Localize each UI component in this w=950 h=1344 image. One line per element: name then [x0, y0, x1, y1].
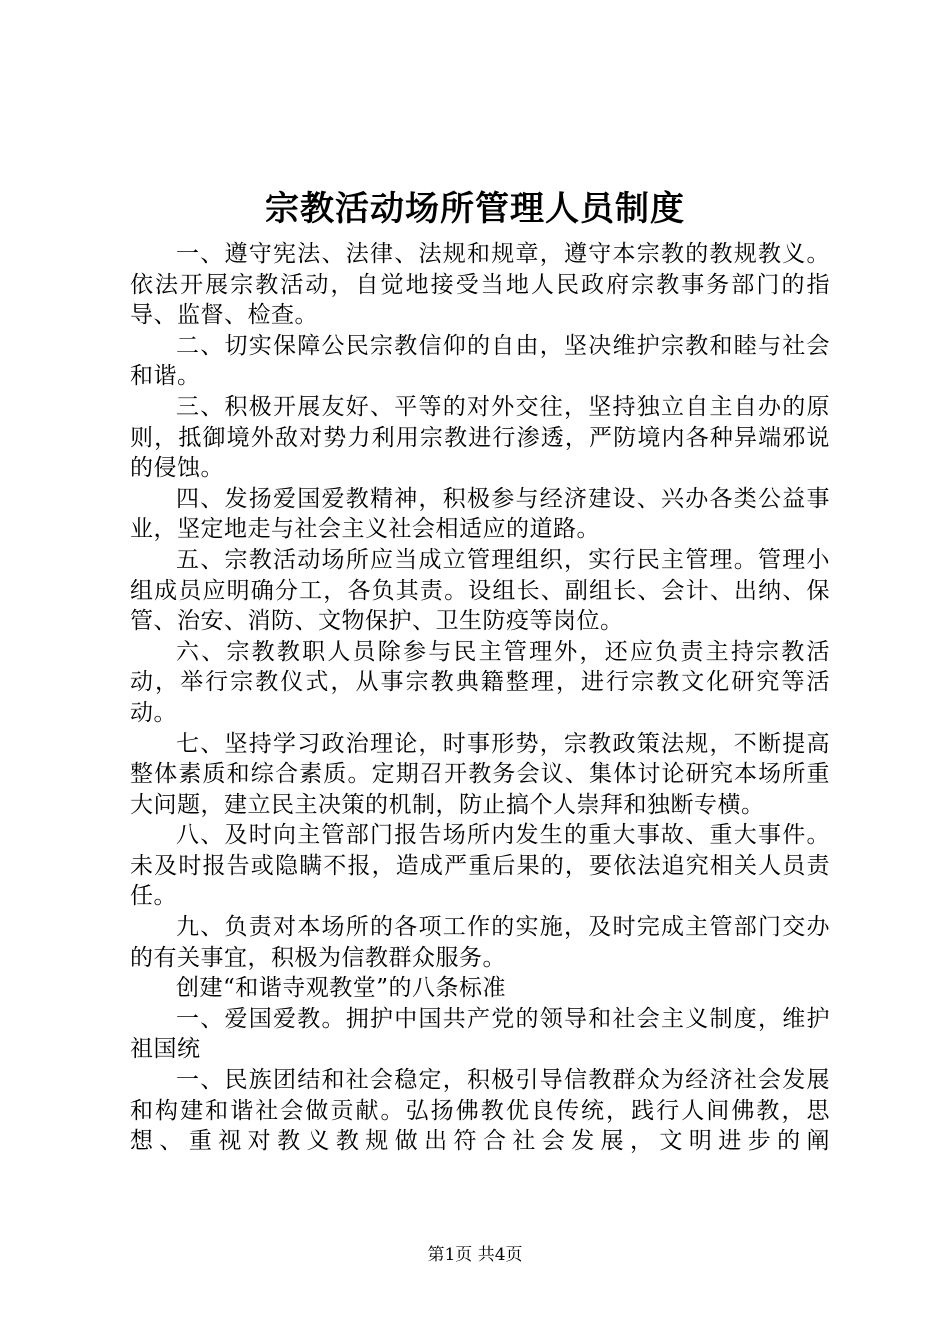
standard-1: 一、爱国爱教。拥护中国共产党的领导和社会主义制度，维护祖国统	[130, 1005, 830, 1063]
document-body	[130, 239, 830, 1157]
paragraph-5: 五、宗教活动场所应当成立管理组织，实行民主管理。管理小组成员应明确分工，各负其责。设组长、副组长、会计、出纳、保管、治安、消防、文物保护、卫生防疫等岗位。	[130, 546, 830, 635]
paragraph-8: 八、及时向主管部门报告场所内发生的重大事故、重大事件。未及时报告或隐瞒不报，造成严重后果的，要依法追究相关人员责任。	[130, 822, 830, 910]
paragraph-3: 三、积极开展友好、平等的对外交往，坚持独立自主自办的原则，抵御境外敌对势力利用宗教进行渗透，严防境内各种异端邪说的侵蚀。	[130, 393, 830, 482]
paragraph-1: 一、遵守宪法、法律、法规和规章，遵守本宗教的教规教义。依法开展宗教活动，自觉地接受当地人民政府宗教事务部门的指导、监督、检查。	[130, 241, 830, 329]
paragraph-2: 二、切实保障公民宗教信仰的自由，坚决维护宗教和睦与社会和谐。	[130, 332, 830, 390]
document-title: 宗教活动场所管理人员制度	[265, 189, 685, 229]
paragraph-6: 六、宗教教职人员除参与民主管理外，还应负责主持宗教活动，举行宗教仪式，从事宗教典籍整理，进行宗教文化研究等活动。	[130, 638, 830, 726]
paragraph-7: 七、坚持学习政治理论，时事形势，宗教政策法规，不断提高整体素质和综合素质。定期召开教务会议、集体讨论研究本场所重大问题，建立民主决策的机制，防止搞个人崇拜和独断专横。	[130, 730, 830, 818]
standard-2: 一、民族团结和社会稳定，积极引导信教群众为经济社会发展和构建和谐社会做贡献。弘扬佛教优良传统，践行人间佛教，思想、重视对教义教规做出符合社会发展，文明进步的阐	[130, 1067, 830, 1155]
paragraph-4: 四、发扬爱国爱教精神，积极参与经济建设、兴办各类公益事业，坚定地走与社会主义社会相适应的道路。	[130, 485, 830, 543]
paragraph-9: 九、负责对本场所的各项工作的实施，及时完成主管部门交办的有关事宜，积极为信教群众服务。	[130, 914, 830, 971]
page-footer: 第1页 共4页	[427, 1245, 523, 1265]
section-heading: 创建“和谐寺观教堂”的八条标准	[176, 975, 507, 1002]
